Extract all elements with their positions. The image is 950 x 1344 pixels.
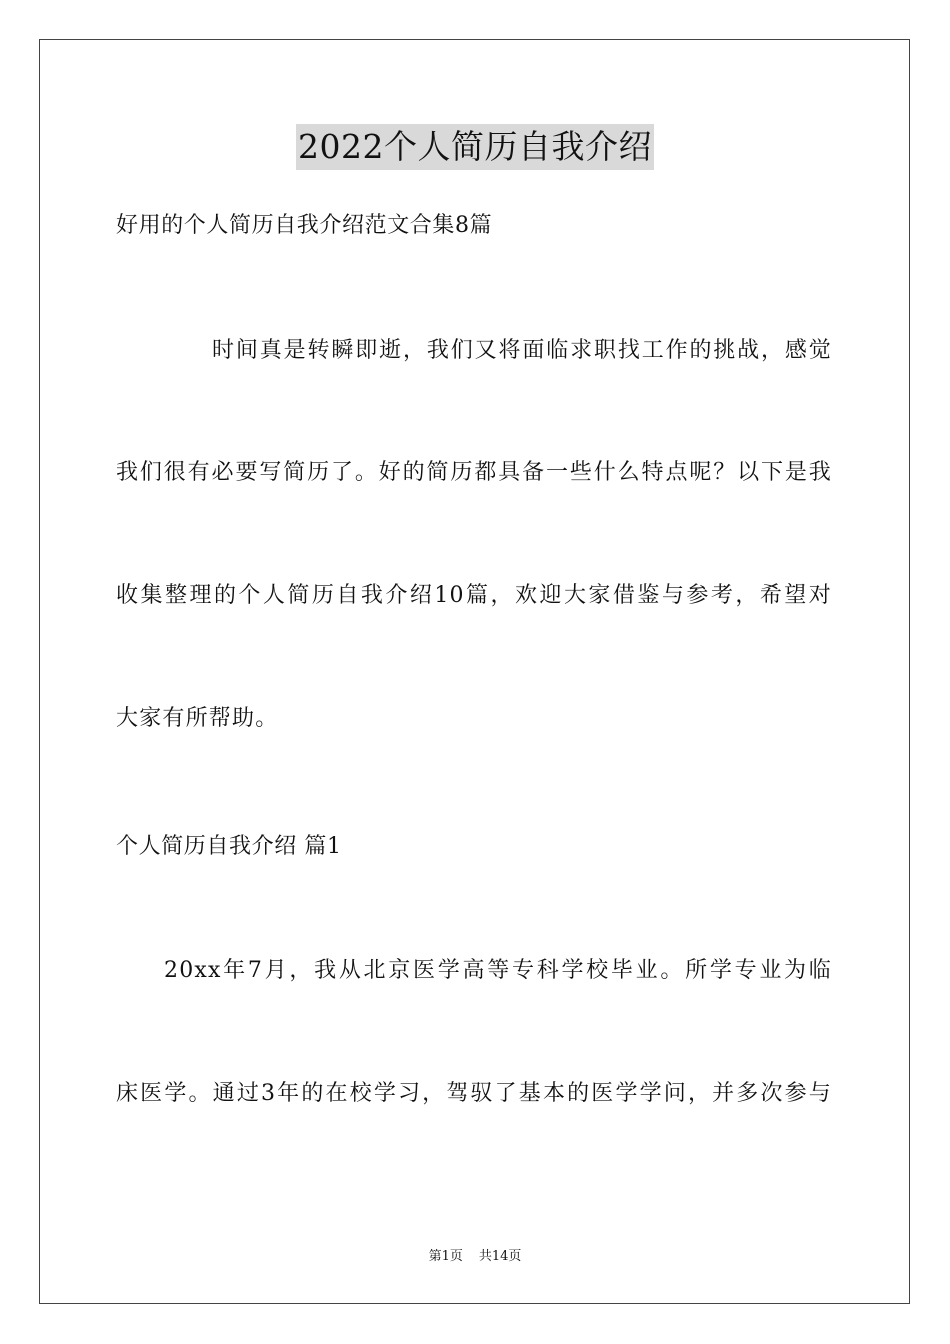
document-title: 2022个人简历自我介绍	[296, 124, 654, 170]
intro-line-4: 大家有所帮助。	[116, 706, 279, 731]
section-line-1: 20xx年7月，我从北京医学高等专科学校毕业。所学专业为临	[164, 958, 832, 983]
page-number: 第1页	[428, 1249, 463, 1264]
page-footer	[0, 1248, 950, 1266]
section-heading: 个人简历自我介绍 篇1	[116, 834, 342, 859]
document-subtitle: 好用的个人简历自我介绍范文合集8篇	[116, 213, 493, 238]
page-total: 共14页	[478, 1249, 522, 1264]
intro-line-1: 时间真是转瞬即逝，我们又将面临求职找工作的挑战，感觉	[212, 338, 832, 363]
section-line-2: 床医学。通过3年的在校学习，驾驭了基本的医学学问，并多次参与	[116, 1081, 832, 1106]
intro-line-3: 收集整理的个人简历自我介绍10篇，欢迎大家借鉴与参考，希望对	[116, 583, 832, 608]
title-wrapper	[0, 124, 950, 170]
intro-line-2: 我们很有必要写简历了。好的简历都具备一些什么特点呢？以下是我	[116, 460, 832, 485]
